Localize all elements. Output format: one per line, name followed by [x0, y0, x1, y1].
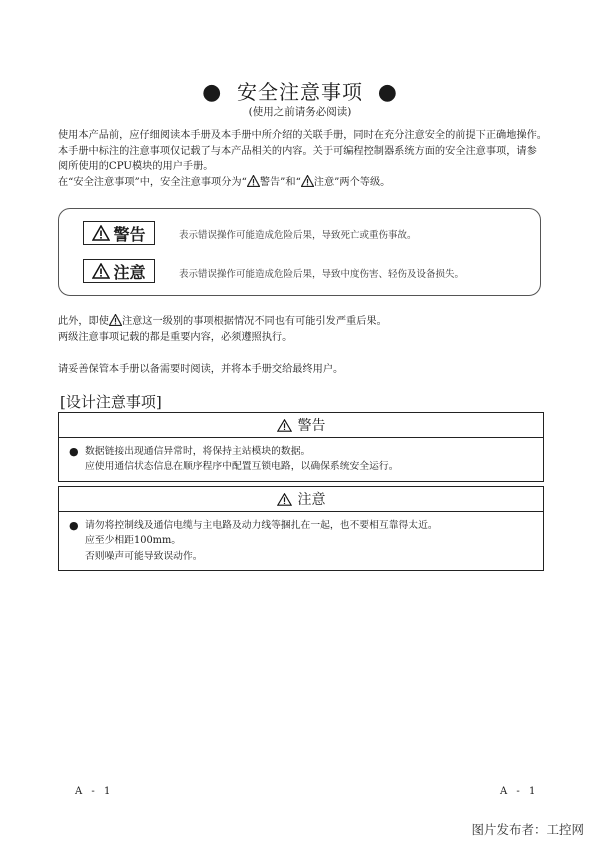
hazard-level-legend [58, 208, 541, 296]
title-text: 安全注意事项 [237, 80, 363, 104]
warning-line: 应使用通信状态信息在顺序程序中配置互锁电路，以确保系统安全运行。 [85, 461, 399, 473]
intro-text: 在“安全注意事项”中，安全注意事项分为“ [58, 176, 247, 188]
warning-line: 数据链接出现通信异常时，将保持主站模块的数据。 [85, 446, 311, 457]
warning-description: 表示错误操作可能造成危险后果，导致死亡或重伤事故。 [179, 230, 417, 241]
image-credit: 图片发布者：工控网 [471, 822, 584, 837]
caution-label-text: 注意 [113, 262, 146, 282]
page-number-right: A - 1 [500, 786, 539, 797]
caution-line: 请勿将控制线及通信电缆与主电路及动力线等捆扎在一起，也不要相互靠得太近。 [85, 520, 438, 531]
section-title: [设计注意事项] [60, 393, 162, 411]
page-number-left: A - 1 [75, 786, 114, 797]
warning-triangle-icon [109, 314, 122, 326]
warning-triangle-icon [247, 175, 260, 187]
caution-level-label [83, 259, 155, 283]
notes-text: 此外，即使 [58, 316, 109, 327]
notes-line: 两级注意事项记载的都是重要内容，必须遵照执行。 [58, 331, 293, 343]
page-subtitle: (使用之前请务必阅读) [248, 106, 352, 118]
notes-paragraph [58, 314, 558, 345]
warning-label-text: 警告 [113, 224, 146, 244]
warning-level-label [83, 221, 155, 245]
keep-manual-note: 请妥善保管本手册以备需要时阅读，并将本手册交给最终用户。 [58, 364, 344, 375]
caution-description: 表示错误操作可能造成危险后果，导致中度伤害、轻伤及设备损失。 [179, 269, 465, 280]
warning-panel-header [59, 413, 543, 438]
notes-line [58, 314, 558, 330]
intro-text: 注意”两个等级。 [313, 176, 391, 188]
warning-triangle-icon [92, 263, 110, 279]
page-title [0, 76, 600, 105]
title-bullet-left: ● [202, 80, 223, 105]
intro-line [58, 175, 558, 191]
notes-text: 注意这一级别的事项根据情况不同也有可能引发严重后果。 [121, 316, 387, 327]
caution-panel [58, 486, 544, 571]
warning-triangle-icon [277, 493, 292, 506]
caution-line: 应至少相距100mm。 [85, 535, 182, 547]
intro-line: 阅所使用的CPU模块的用户手册。 [58, 161, 214, 173]
caution-panel-header [59, 487, 543, 512]
bullet: ● [69, 445, 79, 458]
list-item [69, 518, 533, 564]
intro-text: 警告”和“ [259, 176, 301, 188]
title-bullet-right: ● [377, 80, 398, 105]
caution-panel-body [59, 512, 543, 570]
list-item [69, 444, 533, 475]
intro-line: 使用本产品前，应仔细阅读本手册及本手册中所介绍的关联手册，同时在充分注意安全的前提下正确地操作。 [58, 130, 547, 141]
caution-panel-heading: 注意 [297, 492, 326, 508]
intro-line: 本手册中标注的注意事项仅记载了与本产品相关的内容。关于可编程控制器系统方面的安全注意事项，请参 [58, 145, 537, 157]
warning-triangle-icon [277, 419, 292, 432]
intro-paragraph [58, 128, 558, 190]
warning-triangle-icon [92, 225, 110, 241]
warning-panel-heading: 警告 [297, 418, 326, 434]
warning-panel [58, 412, 544, 482]
caution-line: 否则噪声可能导致误动作。 [85, 550, 203, 562]
warning-triangle-icon [301, 175, 314, 187]
warning-panel-body [59, 438, 543, 481]
bullet: ● [69, 519, 79, 532]
